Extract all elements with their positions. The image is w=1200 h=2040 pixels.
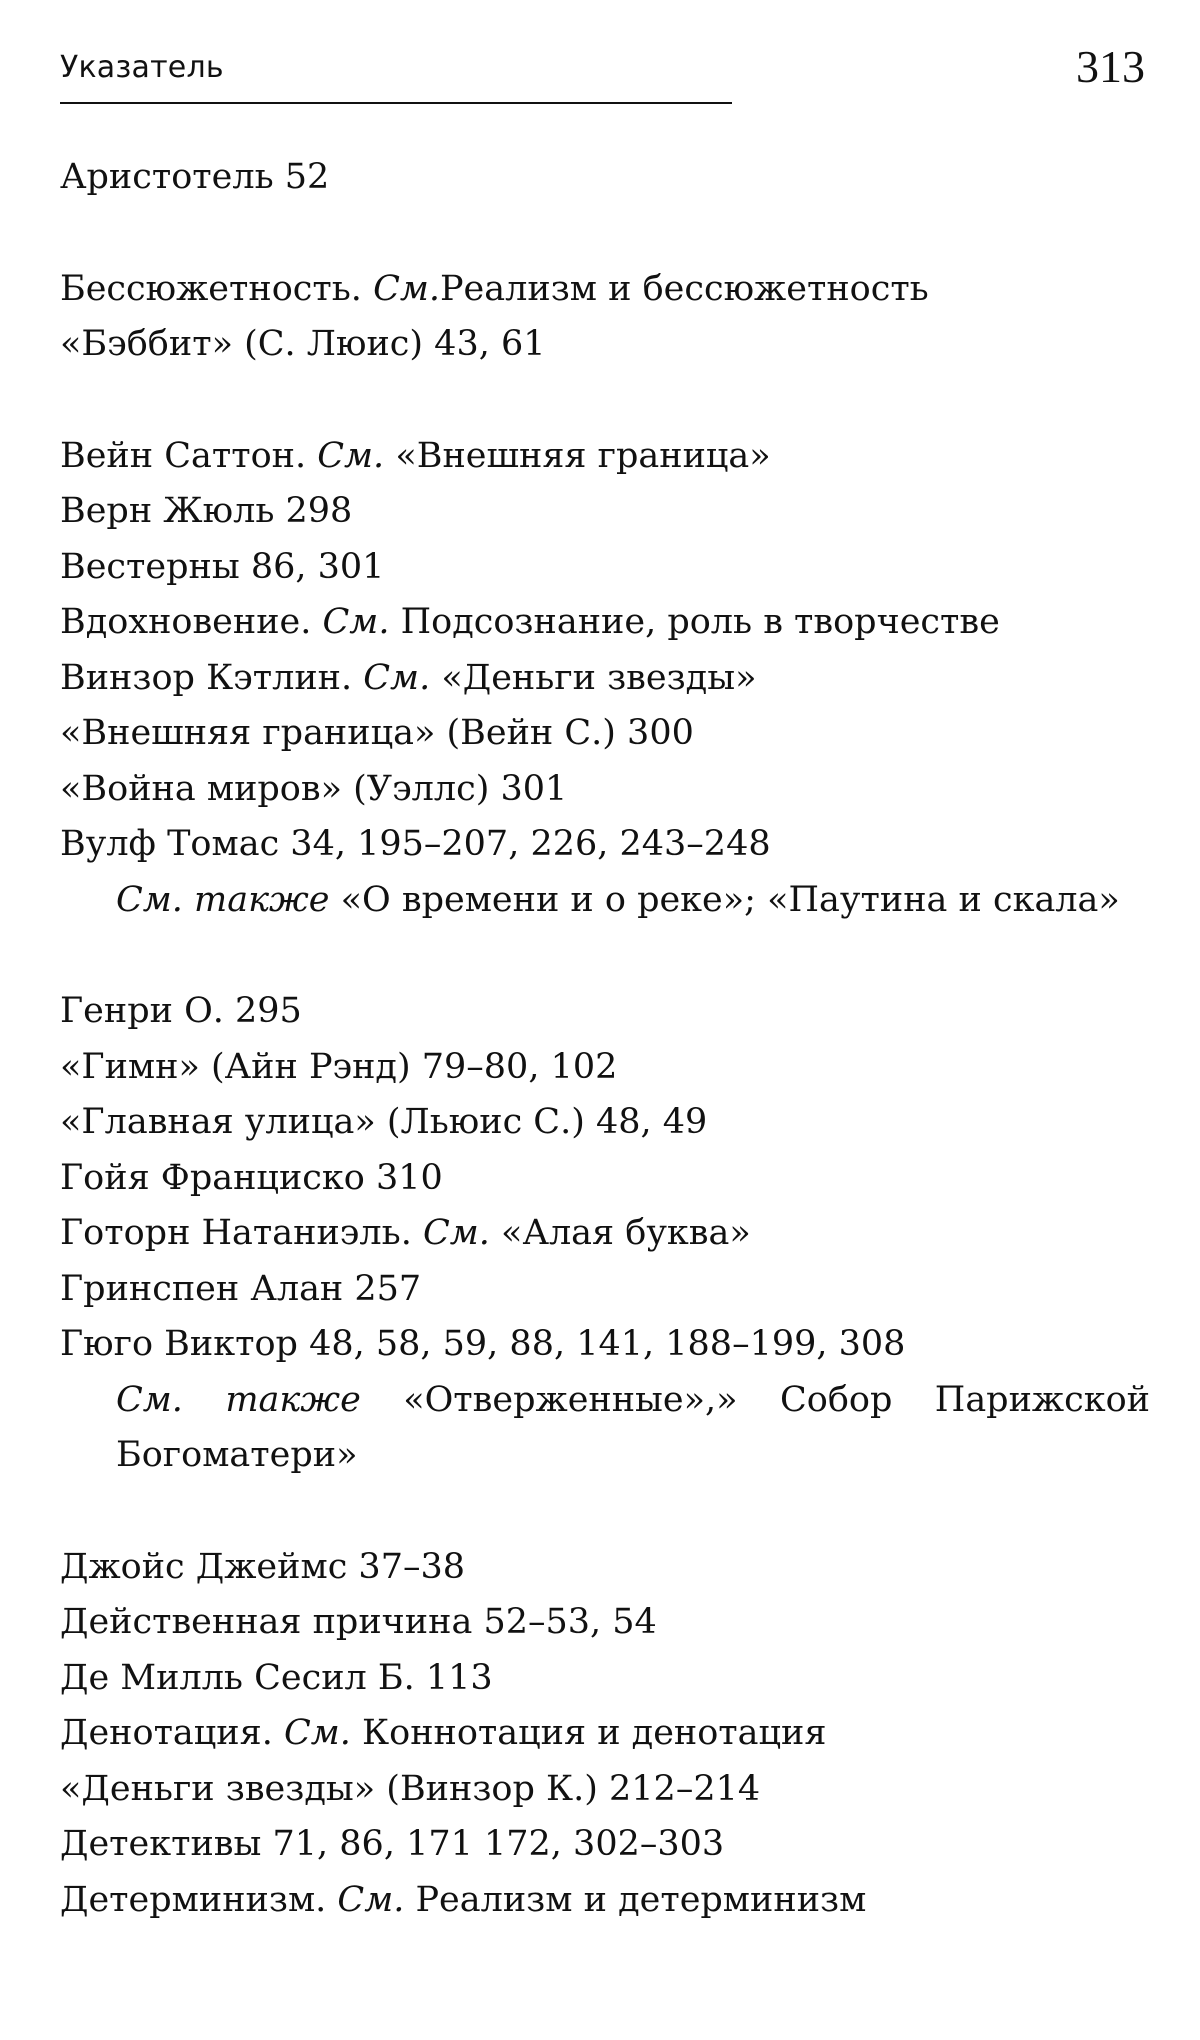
- index-entry: [60, 1040, 1150, 1096]
- entry-text: Действенная причина 52–53, 54: [60, 1602, 657, 1642]
- entry-text: «Война миров» (Уэллс) 301: [60, 768, 568, 809]
- index-entry: [60, 150, 1150, 206]
- index-entry: [60, 540, 1150, 596]
- index-entry: [60, 762, 1150, 818]
- see-reference: См.: [363, 657, 431, 698]
- header-rule: [60, 102, 732, 104]
- entry-text: «Внешняя граница»: [384, 435, 771, 476]
- entry-text: Детективы 71, 86, 171 172, 302–303: [60, 1824, 725, 1864]
- entry-text: «Деньги звезды»: [430, 657, 757, 698]
- index-entry: [60, 1762, 1150, 1818]
- see-also-reference: См. также: [116, 879, 330, 920]
- index-entry: [60, 1151, 1150, 1207]
- entry-text: Реализм и детерминизм: [404, 1879, 867, 1920]
- entry-text: Де Милль Сесил Б. 113: [60, 1657, 493, 1698]
- see-reference: См.: [337, 1879, 405, 1920]
- page-number: 313: [1076, 41, 1145, 92]
- entry-text: «Главная улица» (Льюис С.) 48, 49: [60, 1102, 708, 1142]
- entry-text: Детерминизм.: [60, 1879, 338, 1920]
- entry-text: Коннотация и денотация: [350, 1713, 827, 1753]
- see-reference: См.: [317, 435, 385, 476]
- entry-text: Денотация.: [60, 1713, 284, 1753]
- entry-text: «Деньги звезды» (Винзор К.) 212–214: [60, 1768, 761, 1809]
- index-entry: [60, 484, 1150, 540]
- see-reference: См.: [422, 1213, 490, 1253]
- entry-text: Гойя Франциско 310: [60, 1157, 443, 1198]
- see-reference: См.: [322, 602, 390, 642]
- index-entry: [60, 1817, 1150, 1873]
- entry-text: Готорн Натаниэль.: [60, 1213, 423, 1253]
- entry-text: Богоматери»: [116, 1435, 358, 1475]
- entry-text: «Внешняя граница» (Вейн С.) 300: [60, 713, 694, 753]
- index-entry: [60, 1095, 1150, 1151]
- index-entry: [60, 317, 1150, 373]
- letter-gap: [60, 928, 1150, 984]
- entry-text: Вестерны 86, 301: [60, 546, 385, 587]
- letter-gap: [60, 1484, 1150, 1540]
- letter-gap: [60, 206, 1150, 262]
- see-also-reference: См. также: [116, 1379, 361, 1420]
- entry-text: Верн Жюль 298: [60, 491, 353, 531]
- index-entry: [60, 706, 1150, 762]
- index-entry: [60, 817, 1150, 873]
- index-entry: [60, 1873, 1150, 1929]
- entry-text: Реализм и бессюжетность: [440, 268, 929, 309]
- entry-text: Аристотель 52: [60, 157, 330, 197]
- see-also-entry: [60, 873, 1150, 929]
- index-entry: [60, 429, 1150, 485]
- entry-text: Вейн Саттон.: [60, 435, 318, 476]
- index-entry: [60, 1651, 1150, 1707]
- index-entry: [60, 1206, 1150, 1262]
- see-reference: См.: [283, 1713, 351, 1753]
- entry-text: «Алая буква»: [489, 1213, 751, 1253]
- index-entry: [60, 651, 1150, 707]
- entry-text: Подсознание, роль в творчестве: [389, 602, 1000, 642]
- entry-text: «О времени и о реке»; «Паутина и скала»: [329, 879, 1120, 920]
- entry-text: Генри О. 295: [60, 991, 302, 1031]
- entry-text: «Отверженные»,» Собор Парижской: [360, 1379, 1150, 1420]
- running-title: Указатель: [60, 50, 224, 85]
- index-entry: [60, 1262, 1150, 1318]
- see-also-continuation: [60, 1428, 1150, 1484]
- entry-text: Гринспен Алан 257: [60, 1268, 422, 1309]
- index-entry: [60, 1595, 1150, 1651]
- see-also-entry: [60, 1373, 1150, 1429]
- index-entry: [60, 1706, 1150, 1762]
- see-reference: См.: [373, 268, 440, 309]
- index-list: [60, 150, 1150, 1928]
- entry-text: «Гимн» (Айн Рэнд) 79–80, 102: [60, 1046, 618, 1087]
- letter-gap: [60, 373, 1150, 429]
- entry-text: Вулф Томас 34, 195–207, 226, 243–248: [60, 824, 771, 864]
- entry-text: Гюго Виктор 48, 58, 59, 88, 141, 188–199, 308: [60, 1324, 906, 1364]
- index-entry: [60, 262, 1150, 318]
- index-entry: [60, 595, 1150, 651]
- entry-text: «Бэббит» (С. Люис) 43, 61: [60, 324, 546, 364]
- entry-text: Бессюжетность.: [60, 268, 374, 309]
- index-entry: [60, 1540, 1150, 1596]
- entry-text: Винзор Кэтлин.: [60, 657, 364, 698]
- index-entry: [60, 1317, 1150, 1373]
- entry-text: Джойс Джеймс 37–38: [60, 1546, 465, 1587]
- index-entry: [60, 984, 1150, 1040]
- entry-text: Вдохновение.: [60, 602, 323, 642]
